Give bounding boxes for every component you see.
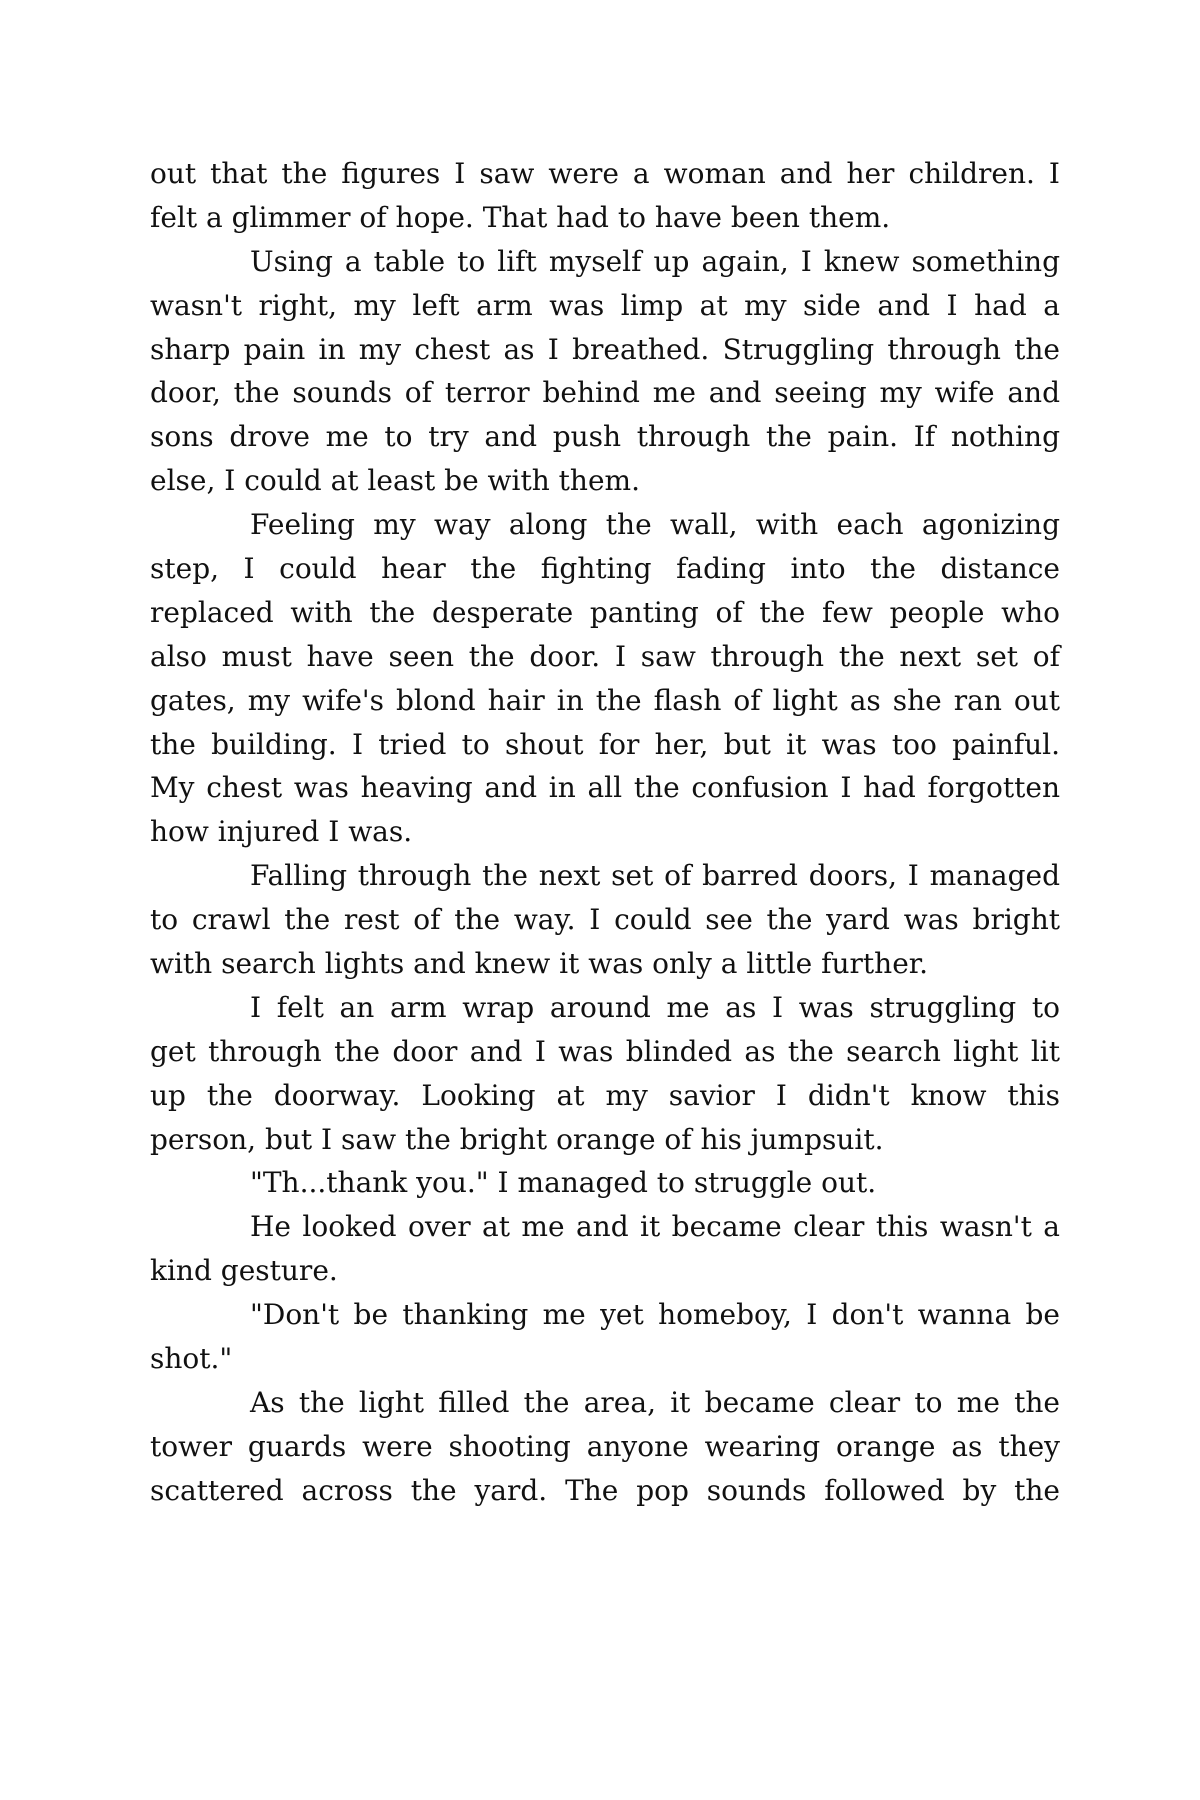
- text-line: shot.": [150, 1342, 233, 1376]
- text-line: else, I could at least be with them.: [150, 464, 640, 498]
- text-line: wasn't right, my left arm was limp at my side and I had a: [150, 288, 1060, 322]
- text-line: get through the door and I was blinded as the search light lit: [150, 1034, 1060, 1068]
- text-line: step, I could hear the fighting fading into the distance: [150, 552, 1060, 586]
- paragraph-first-line: As the light filled the area, it became clear to me the: [250, 1385, 1060, 1419]
- text-line: felt a glimmer of hope. That had to have been them.: [150, 200, 891, 234]
- text-line: door, the sounds of terror behind me and seeing my wife and: [150, 376, 1060, 410]
- text-line: scattered across the yard. The pop sounds followed by the: [150, 1473, 1060, 1507]
- paragraph-first-line: "Th...thank you." I managed to struggle out.: [250, 1166, 877, 1200]
- paragraph-first-line: I felt an arm wrap around me as I was struggling to: [250, 990, 1060, 1024]
- body-text: [150, 152, 1060, 1513]
- text-line: with search lights and knew it was only a little further.: [150, 947, 928, 981]
- text-line: kind gesture.: [150, 1254, 338, 1288]
- text-line: My chest was heaving and in all the confusion I had forgotten: [150, 771, 1060, 805]
- paragraph-first-line: He looked over at me and it became clear this wasn't a: [250, 1210, 1060, 1244]
- text-line: out that the figures I saw were a woman and her children. I: [150, 157, 1060, 190]
- text-line: tower guards were shooting anyone wearing orange as they: [150, 1429, 1060, 1463]
- text-line: up the doorway. Looking at my savior I didn't know this: [150, 1078, 1060, 1112]
- text-line: sons drove me to try and push through the pain. If nothing: [150, 420, 1060, 454]
- text-line: person, but I saw the bright orange of his jumpsuit.: [150, 1122, 884, 1156]
- text-line: to crawl the rest of the way. I could see the yard was bright: [150, 903, 1060, 937]
- text-line: replaced with the desperate panting of the few people who: [150, 595, 1060, 629]
- paragraph-first-line: Feeling my way along the wall, with each agonizing: [250, 508, 1060, 542]
- text-line: the building. I tried to shout for her, but it was too painful.: [150, 727, 1060, 761]
- paragraph-first-line: Using a table to lift myself up again, I knew something: [250, 244, 1060, 278]
- text-line: gates, my wife's blond hair in the flash of light as she ran out: [150, 683, 1060, 717]
- paragraph-first-line: Falling through the next set of barred doors, I managed: [250, 859, 1060, 893]
- text-line: sharp pain in my chest as I breathed. Struggling through the: [150, 332, 1060, 366]
- text-line: how injured I was.: [150, 815, 413, 849]
- text-line: also must have seen the door. I saw through the next set of: [150, 639, 1060, 673]
- paragraph-first-line: "Don't be thanking me yet homeboy, I don't wanna be: [250, 1298, 1060, 1332]
